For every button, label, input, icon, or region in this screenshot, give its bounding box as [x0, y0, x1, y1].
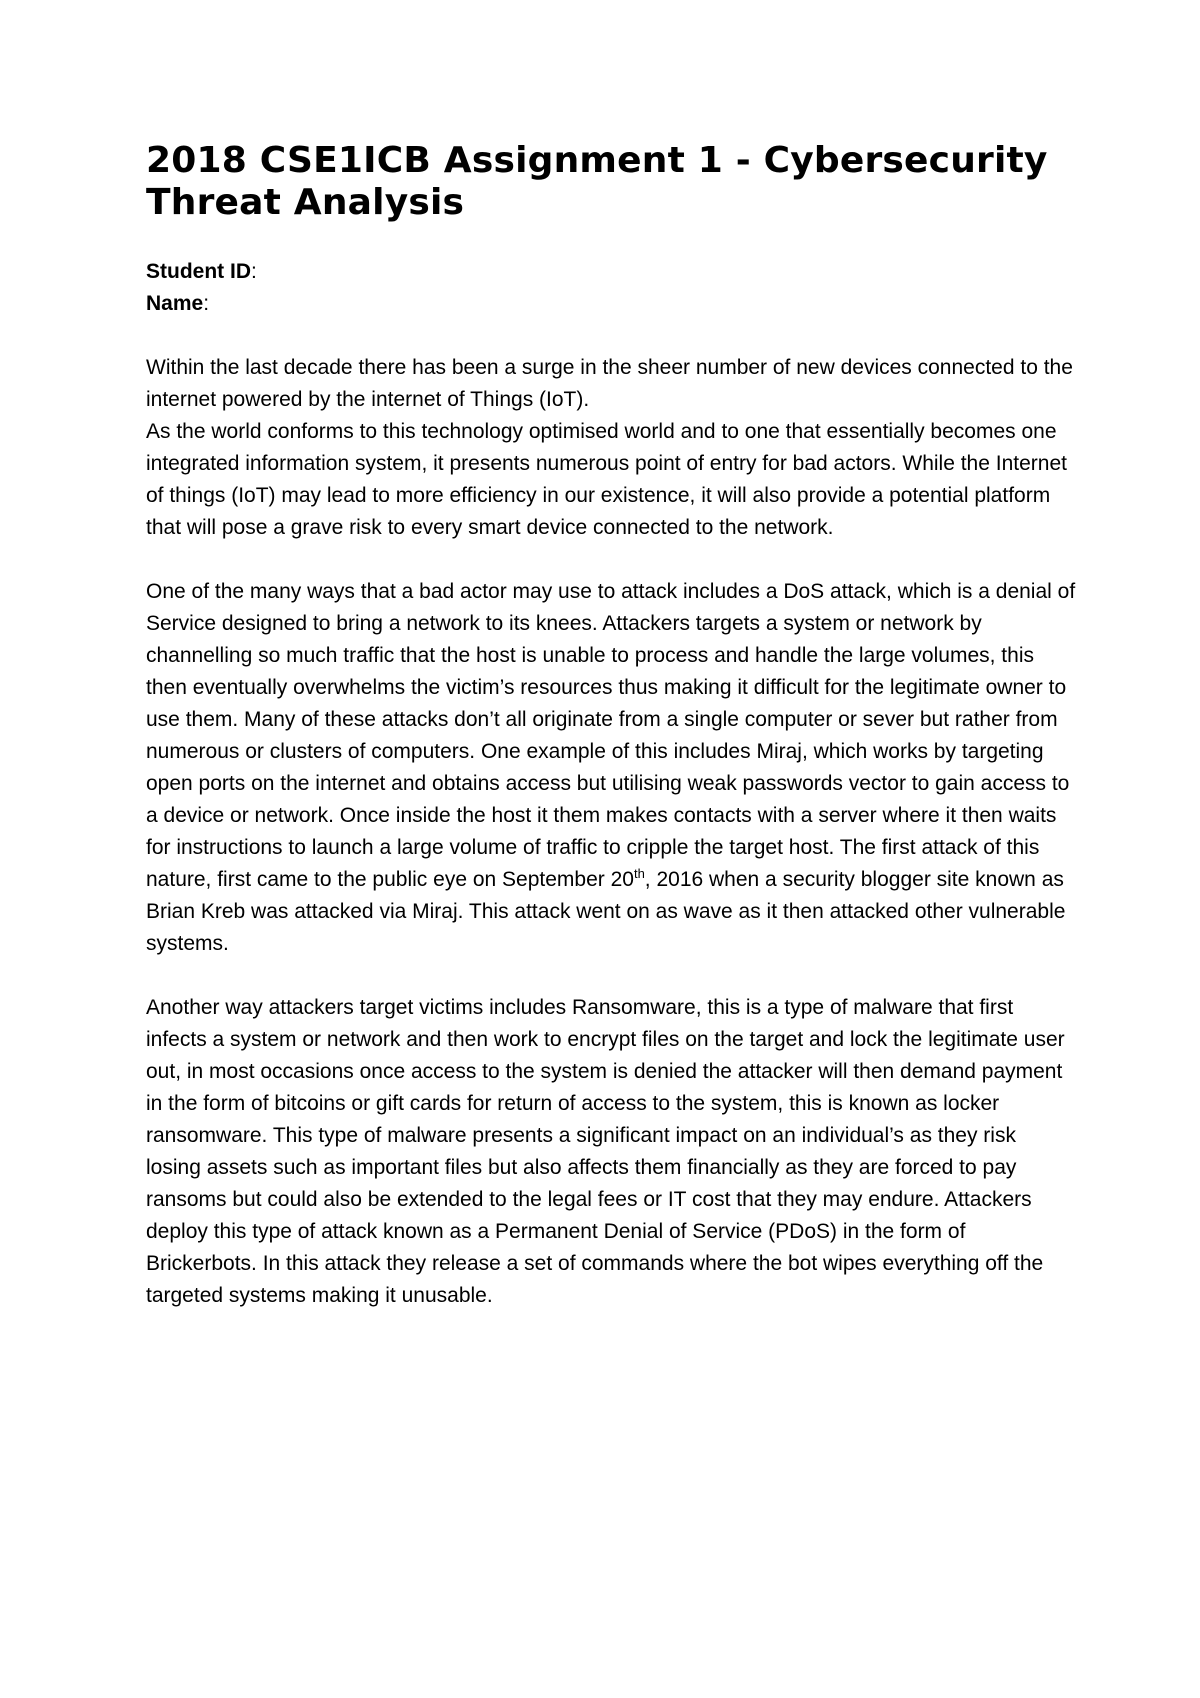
dos-text-part2: , 2016 when a security blogger site known as Brian Kreb was attacked via Miraj. This attack went on as wave as it then attacked other vulnerable systems. — [146, 868, 1066, 955]
spacer — [146, 960, 1076, 992]
dos-text-part1: One of the many ways that a bad actor may use to attack includes a DoS attack, which is a denial of Service designed to bring a network to its knees. Attackers targets a system or network by channelling so much traffic that the host is unable to process and handle the large volumes, this then eventually overwhelms the victim’s resources thus making it difficult for the legitimate owner to use them. Many of these attacks don’t all originate from a single computer or sever but rather from numerous or clusters of computers. One example of this includes Miraj, which works by targeting open ports on the internet and obtains access but utilising weak passwords vector to gain access to a device or network. Once inside the host it them makes contacts with a server where it then waits for instructions to launch a large volume of traffic to cripple the target host. The first attack of this nature, first came to the public eye on September 20 — [146, 580, 1076, 891]
student-id-colon: : — [251, 260, 257, 283]
name-line — [146, 288, 1076, 320]
name-colon: : — [203, 292, 210, 315]
student-id-label: Student ID — [146, 260, 251, 283]
dos-paragraph — [146, 576, 1076, 960]
intro-paragraph-line2: As the world conforms to this technology optimised world and to one that essentially becomes one integrated information system, it presents numerous point of entry for bad actors. While the Internet of things (IoT) may lead to more efficiency in our existence, it will also provide a potential platform that will pose a grave risk to every smart device connected to the network. — [146, 420, 1067, 539]
name-label: Name — [146, 292, 204, 315]
spacer — [146, 544, 1076, 576]
intro-paragraph-line1: Within the last decade there has been a surge in the sheer number of new devices connected to the internet powered by the internet of Things (IoT). — [146, 356, 1073, 411]
ordinal-suffix: th — [633, 866, 645, 881]
document-body — [146, 140, 1076, 1312]
document-title: 2018 CSE1ICB Assignment 1 - Cybersecurity Threat Analysis — [146, 140, 1048, 223]
student-id-line — [146, 256, 1076, 288]
spacer — [146, 320, 1076, 352]
ransomware-paragraph: Another way attackers target victims includes Ransomware, this is a type of malware that first infects a system or network and then work to encrypt files on the target and lock the legitimate user out, in most occasions once access to the system is denied the attacker will then demand payment in the form of bitcoins or gift cards for return of access to the system, this is known as locker ransomware. This type of malware presents a significant impact on an individual’s as they risk losing assets such as important files but also affects them financially as they are forced to pay ransoms but could also be extended to the legal fees or IT cost that they may endure. Attackers deploy this type of attack known as a Permanent Denial of Service (PDoS) in the form of Brickerbots. In this attack they release a set of commands where the bot wipes everything off the targeted systems making it unusable. — [146, 996, 1065, 1307]
